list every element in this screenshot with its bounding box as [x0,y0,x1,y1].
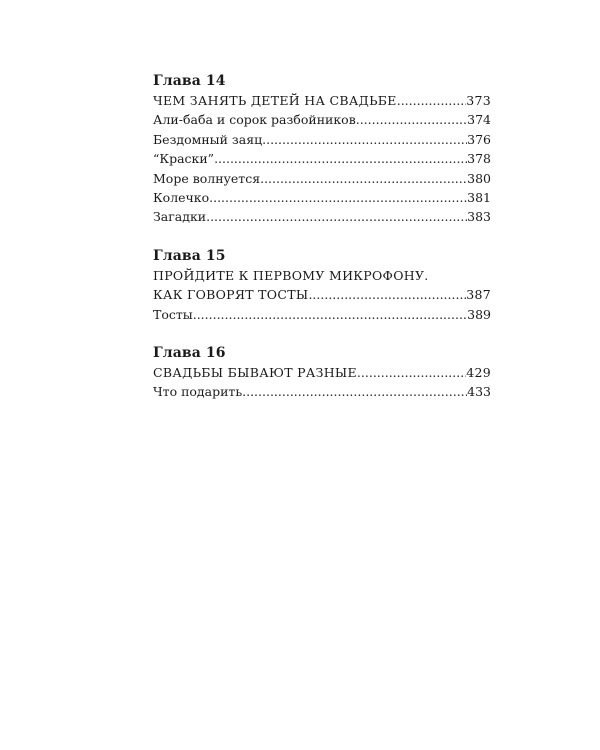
entry-page: 376 [467,131,491,147]
toc-entry [153,110,491,129]
dot-leader [242,382,467,401]
toc-entry [153,363,491,382]
toc-entry [153,285,491,304]
dot-leader [214,149,467,168]
entry-page: 389 [467,306,491,322]
chapter-title: Глава 15 [153,247,226,264]
entry-page: 383 [467,209,491,225]
entry-page: 373 [466,93,491,108]
entry-title: КАК ГОВОРЯТ ТОСТЫ [153,287,309,303]
entry-title-line: ПРОЙДИТЕ К ПЕРВОМУ МИКРОФОНУ. [153,267,429,283]
entry-page: 380 [467,170,491,186]
dot-leader [397,91,467,110]
entry-page: 429 [466,364,491,380]
entry-title: Что подарить [153,384,243,400]
dot-leader [209,188,467,207]
toc-entry [153,382,491,401]
entry-title: Море волнуется [153,170,261,186]
entry-title: “Краски” [153,151,215,167]
toc-entry [153,130,491,149]
toc-entry [153,305,491,324]
entry-page: 433 [467,384,491,400]
chapter-15 [153,247,491,324]
entry-title: ЧЕМ ЗАНЯТЬ ДЕТЕЙ НА СВАДЬБЕ [153,93,397,108]
entry-page: 387 [466,287,491,303]
toc-entry [153,91,491,110]
toc-entry [153,188,491,207]
dot-leader [308,285,466,304]
table-of-contents [153,72,491,422]
chapter-title: Глава 16 [153,344,226,361]
toc-entry [153,149,491,168]
dot-leader [206,207,467,226]
dot-leader [260,169,467,188]
dot-leader [262,130,467,149]
entry-page: 378 [467,151,491,167]
entry-title: СВАДЬБЫ БЫВАЮТ РАЗНЫЕ [153,364,357,380]
toc-entry [153,169,491,188]
dot-leader [356,110,467,129]
entry-title: Бездомный заяц [153,131,263,147]
chapter-title: Глава 14 [153,73,226,89]
dot-leader [357,363,466,382]
chapter-14 [153,72,491,227]
entry-title: Загадки [153,209,207,225]
entry-page: 381 [467,189,491,205]
entry-page: 374 [467,112,491,128]
entry-title: Али-баба и сорок разбойников [153,112,356,128]
toc-entry [153,207,491,226]
entry-title: Колечко [153,189,210,205]
dot-leader [193,305,467,324]
entry-title: Тосты [153,306,193,322]
chapter-16 [153,344,491,402]
